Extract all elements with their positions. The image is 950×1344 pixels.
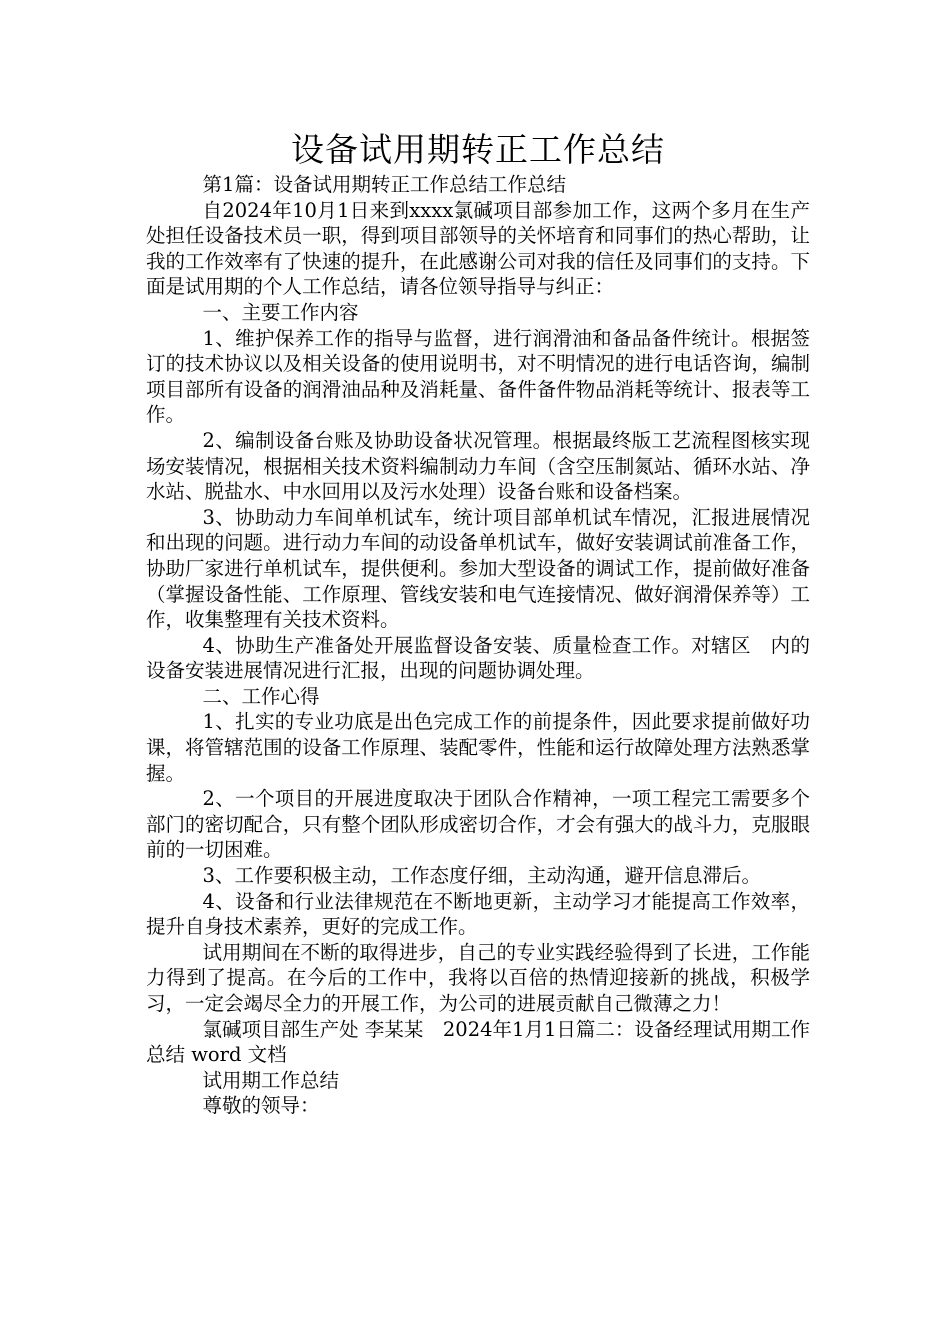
paragraph-work-item-1: 1、维护保养工作的指导与监督，进行润滑油和备品备件统计。根据签订的技术协议以及相关设备的使用说明书，对不明情况的进行电话咨询，编制项目部所有设备的润滑油品种及消耗量、备件备件物品消耗等统计、报表等工作。 bbox=[146, 326, 810, 427]
paragraph-experience-2: 2、一个项目的开展进度取决于团队合作精神，一项工程完工需要多个部门的密切配合，只有整个团队形成密切合作，才会有强大的战斗力，克服眼前的一切困难。 bbox=[146, 787, 810, 862]
paragraph-work-item-2: 2、编制设备台账及协助设备状况管理。根据最终版工艺流程图核实现场安装情况，根据相关技术资料编制动力车间（含空压制氮站、循环水站、净水站、脱盐水、中水回用以及污水处理）设备台账和设备档案。 bbox=[146, 428, 810, 504]
document-title: 设备试用期转正工作总结 bbox=[291, 130, 665, 169]
paragraph-work-item-4: 4、协助生产准备处开展监督设备安装、质量检查工作。对辖区 内的设备安装进展情况进行汇报，出现的问题协调处理。 bbox=[146, 633, 810, 683]
paragraph-intro: 自2024年10月1日来到xxxx氯碱项目部参加工作，这两个多月在生产处担任设备技术员一职，得到项目部领导的关怀培育和同事们的热心帮助，让我的工作效率有了快速的提升，在此感谢公司对我的信任及同事们的支持。下面是试用期的个人工作总结，请各位领导指导与纠正： bbox=[146, 198, 810, 299]
next-chapter-title: 试用期工作总结 bbox=[202, 1068, 340, 1092]
paragraph-work-item-3: 3、协助动力车间单机试车，统计项目部单机试车情况，汇报进展情况和出现的问题。进行动力车间的动设备单机试车，做好安装调试前准备工作，协助厂家进行单机试车，提供便利。参加大型设备的调试工作，提前做好准备（掌握设备性能、工作原理、管线安装和电气连接情况、做好润滑保养等）工作，收集整理有关技术资料。 bbox=[146, 505, 810, 632]
paragraph-experience-1: 1、扎实的专业功底是出色完成工作的前提条件，因此要求提前做好功课，将管辖范围的设备工作原理、装配零件，性能和运行故障处理方法熟悉掌握。 bbox=[146, 710, 810, 785]
signature-line: 氯碱项目部生产处 李某某 2024年1月1日篇二：设备经理试用期工作总结 word 文档 bbox=[146, 1017, 810, 1067]
section-heading-experience: 二、工作心得 bbox=[202, 684, 320, 708]
paragraph-conclusion: 试用期间在不断的取得进步，自己的专业实践经验得到了长进，工作能力得到了提高。在今后的工作中，我将以百倍的热情迎接新的挑战，积极学习，一定会竭尽全力的开展工作，为公司的进展贡献自己微薄之力！ bbox=[146, 940, 810, 1015]
salutation: 尊敬的领导： bbox=[202, 1094, 320, 1118]
document-body bbox=[146, 172, 810, 1119]
section-heading-main-work: 一、主要工作内容 bbox=[202, 300, 359, 324]
paragraph-experience-4: 4、设备和行业法律规范在不断地更新，主动学习才能提高工作效率，提升自身技术素养，更好的完成工作。 bbox=[146, 889, 810, 939]
paragraph-experience-3: 3、工作要积极主动，工作态度仔细，主动沟通，避开信息滞后。 bbox=[202, 864, 761, 888]
chapter-heading: 第1篇：设备试用期转正工作总结工作总结 bbox=[202, 173, 566, 196]
